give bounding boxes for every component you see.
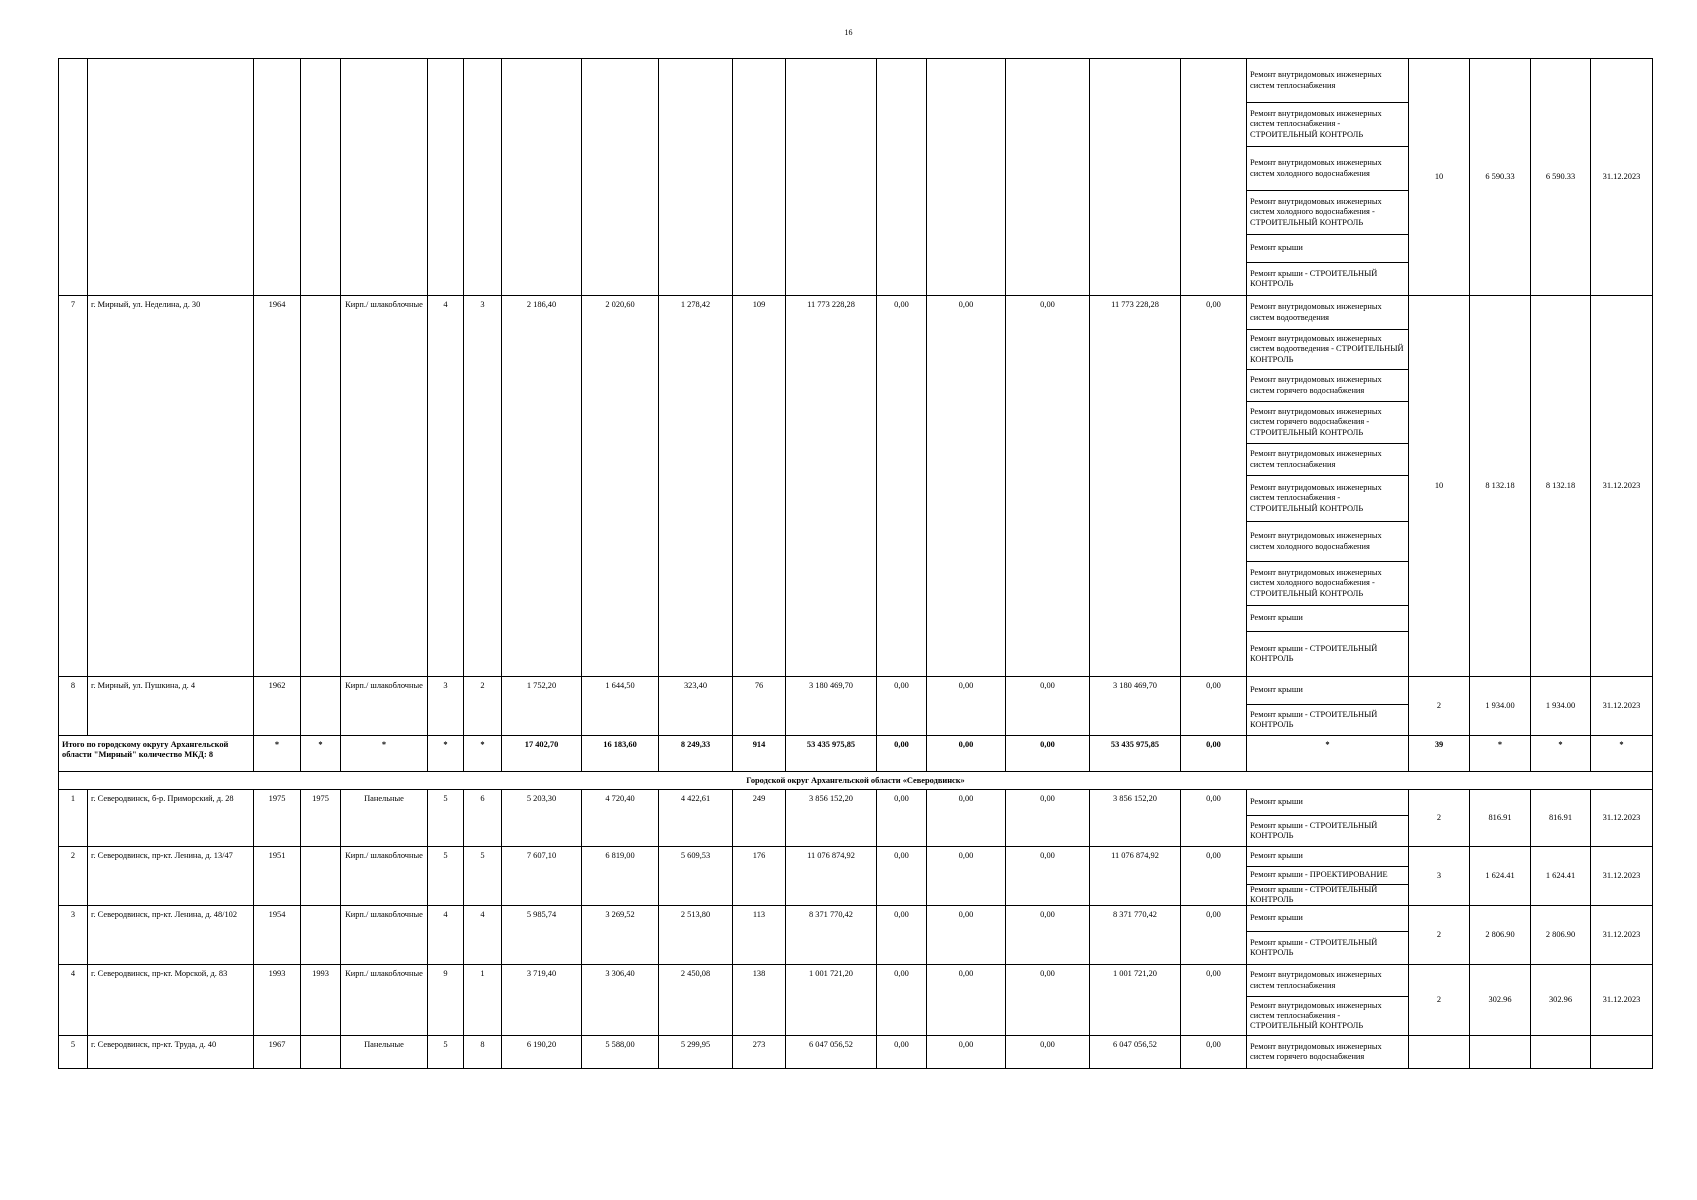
- work-units: 39: [1409, 736, 1470, 772]
- year-built: 1954: [254, 906, 301, 965]
- cost-owners: 11 076 874,92: [1090, 847, 1181, 906]
- cost-budget-municipal: 0,00: [1006, 1036, 1090, 1069]
- work-units: 10: [1409, 59, 1470, 296]
- work-item: Ремонт внутридомовых инженерных систем теплоснабжения: [1247, 59, 1408, 103]
- year-built: *: [254, 736, 301, 772]
- work-item: Ремонт крыши - СТРОИТЕЛЬНЫЙ КОНТРОЛЬ: [1250, 937, 1378, 957]
- floors-count: 5: [428, 1036, 464, 1069]
- cost-fund: 0,00: [877, 906, 927, 965]
- work-item: Ремонт крыши - СТРОИТЕЛЬНЫЙ КОНТРОЛЬ: [1250, 709, 1378, 729]
- work-item: Ремонт внутридомовых инженерных систем водоотведения: [1247, 296, 1408, 330]
- residential-area: 8 249,33: [659, 736, 733, 772]
- deadline: 31.12.2023: [1591, 906, 1653, 965]
- address: г. Мирный, ул. Пушкина, д. 4: [88, 677, 254, 736]
- cost-budget-municipal: 0,00: [1006, 847, 1090, 906]
- cost-other: 0,00: [1181, 1036, 1247, 1069]
- cost-owners: 3 180 469,70: [1090, 677, 1181, 736]
- year-built: 1951: [254, 847, 301, 906]
- floors-count: 4: [428, 296, 464, 677]
- premises-area: 6 819,00: [582, 847, 659, 906]
- max-unit-cost: [1531, 1036, 1591, 1069]
- table-row: [59, 677, 1653, 736]
- unit-cost: 1 934.00: [1470, 677, 1531, 736]
- deadline: [1591, 1036, 1653, 1069]
- works-list: *: [1247, 736, 1409, 772]
- premises-area: 1 644,50: [582, 677, 659, 736]
- premises-area: 4 720,40: [582, 790, 659, 847]
- residential-area: 2 513,80: [659, 906, 733, 965]
- unit-cost: *: [1470, 736, 1531, 772]
- work-item: Ремонт внутридомовых инженерных систем холодного водоснабжения: [1247, 522, 1408, 562]
- cost-other: 0,00: [1181, 906, 1247, 965]
- premises-area: 5 588,00: [582, 1036, 659, 1069]
- deadline: *: [1591, 736, 1653, 772]
- table-row: [59, 1036, 1653, 1069]
- max-unit-cost: 8 132.18: [1531, 296, 1591, 677]
- entrances-count: 4: [464, 906, 502, 965]
- page-number: 16: [844, 28, 853, 37]
- work-item: Ремонт крыши - СТРОИТЕЛЬНЫЙ КОНТРОЛЬ: [1250, 643, 1378, 663]
- cost-budget-municipal: 0,00: [1006, 296, 1090, 677]
- residential-area: 323,40: [659, 677, 733, 736]
- work-item: Ремонт внутридомовых инженерных систем горячего водоснабжения - СТРОИТЕЛЬНЫЙ КОНТРОЛЬ: [1247, 402, 1408, 444]
- year-reconstructed: [301, 906, 341, 965]
- work-item: Ремонт внутридомовых инженерных систем водоотведения - СТРОИТЕЛЬНЫЙ КОНТРОЛЬ: [1247, 330, 1408, 370]
- table-row: [59, 847, 1653, 906]
- cost-budget-subject: 0,00: [927, 965, 1006, 1036]
- table-row: [59, 59, 1653, 296]
- residents-count: [733, 59, 786, 296]
- total-label: Итого по городскому округу Архангельской области "Мирный" количество МКД: 8: [59, 736, 254, 772]
- residential-area: 1 278,42: [659, 296, 733, 677]
- work-item: Ремонт крыши - ПРОЕКТИРОВАНИЕ: [1247, 867, 1408, 885]
- total-area: 7 607,10: [502, 847, 582, 906]
- address: г. Северодвинск, пр-кт. Морской, д. 83: [88, 965, 254, 1036]
- cost-budget-subject: 0,00: [927, 1036, 1006, 1069]
- wall-material: Кирп./ шлакоблочные: [341, 677, 428, 736]
- floors-count: 4: [428, 906, 464, 965]
- work-item: Ремонт внутридомовых инженерных систем теплоснабжения: [1247, 444, 1408, 476]
- entrances-count: 5: [464, 847, 502, 906]
- cost-fund: 0,00: [877, 677, 927, 736]
- year-reconstructed: [301, 59, 341, 296]
- deadline: 31.12.2023: [1591, 296, 1653, 677]
- works-list: [1247, 677, 1409, 736]
- entrances-count: 2: [464, 677, 502, 736]
- residents-count: 273: [733, 1036, 786, 1069]
- cost-fund: [877, 59, 927, 296]
- entrances-count: 8: [464, 1036, 502, 1069]
- floors-count: 3: [428, 677, 464, 736]
- cost-budget-subject: 0,00: [927, 906, 1006, 965]
- address: г. Северодвинск, б-р. Приморский, д. 28: [88, 790, 254, 847]
- year-built: 1967: [254, 1036, 301, 1069]
- work-units: 2: [1409, 965, 1470, 1036]
- cost-budget-municipal: [1006, 59, 1090, 296]
- work-item: Ремонт крыши - СТРОИТЕЛЬНЫЙ КОНТРОЛЬ: [1250, 268, 1378, 288]
- cost-total: [786, 59, 877, 296]
- cost-budget-subject: 0,00: [927, 296, 1006, 677]
- residential-area: 5 609,53: [659, 847, 733, 906]
- year-built: 1962: [254, 677, 301, 736]
- row-number: 2: [59, 847, 88, 906]
- deadline: 31.12.2023: [1591, 847, 1653, 906]
- cost-budget-subject: 0,00: [927, 847, 1006, 906]
- wall-material: Кирп./ шлакоблочные: [341, 965, 428, 1036]
- deadline: 31.12.2023: [1591, 59, 1653, 296]
- total-area: 1 752,20: [502, 677, 582, 736]
- residents-count: 176: [733, 847, 786, 906]
- wall-material: Панельные: [341, 1036, 428, 1069]
- work-units: 3: [1409, 847, 1470, 906]
- cost-owners: 8 371 770,42: [1090, 906, 1181, 965]
- cost-total: 3 180 469,70: [786, 677, 877, 736]
- year-built: [254, 59, 301, 296]
- unit-cost: 1 624.41: [1470, 847, 1531, 906]
- unit-cost: 6 590.33: [1470, 59, 1531, 296]
- work-item: Ремонт крыши: [1247, 677, 1408, 705]
- cost-fund: 0,00: [877, 736, 927, 772]
- cost-budget-subject: [927, 59, 1006, 296]
- work-item: Ремонт крыши: [1247, 847, 1408, 867]
- work-item: Ремонт внутридомовых инженерных систем горячего водоснабжения: [1247, 370, 1408, 402]
- unit-cost: 8 132.18: [1470, 296, 1531, 677]
- cost-owners: 11 773 228,28: [1090, 296, 1181, 677]
- total-area: 5 203,30: [502, 790, 582, 847]
- year-reconstructed: [301, 296, 341, 677]
- cost-owners: 3 856 152,20: [1090, 790, 1181, 847]
- works-list: [1247, 847, 1409, 906]
- year-reconstructed: 1993: [301, 965, 341, 1036]
- work-item: Ремонт крыши - СТРОИТЕЛЬНЫЙ КОНТРОЛЬ: [1250, 884, 1378, 904]
- cost-budget-subject: 0,00: [927, 790, 1006, 847]
- work-units: 2: [1409, 790, 1470, 847]
- premises-area: [582, 59, 659, 296]
- floors-count: 5: [428, 847, 464, 906]
- cost-owners: 1 001 721,20: [1090, 965, 1181, 1036]
- table-row: [59, 965, 1653, 1036]
- year-reconstructed: [301, 677, 341, 736]
- total-area: 2 186,40: [502, 296, 582, 677]
- cost-other: 0,00: [1181, 677, 1247, 736]
- row-number: 5: [59, 1036, 88, 1069]
- entrances-count: [464, 59, 502, 296]
- max-unit-cost: *: [1531, 736, 1591, 772]
- work-item: Ремонт крыши: [1247, 906, 1408, 932]
- cost-budget-municipal: 0,00: [1006, 677, 1090, 736]
- work-units: 10: [1409, 296, 1470, 677]
- cost-other: 0,00: [1181, 296, 1247, 677]
- cost-owners: [1090, 59, 1181, 296]
- residents-count: 914: [733, 736, 786, 772]
- works-list: [1247, 1036, 1409, 1069]
- wall-material: Кирп./ шлакоблочные: [341, 296, 428, 677]
- residents-count: 109: [733, 296, 786, 677]
- cost-other: [1181, 59, 1247, 296]
- table-row: [59, 790, 1653, 847]
- wall-material: [341, 59, 428, 296]
- address: г. Северодвинск, пр-кт. Ленина, д. 13/47: [88, 847, 254, 906]
- row-number: 1: [59, 790, 88, 847]
- cost-owners: 6 047 056,52: [1090, 1036, 1181, 1069]
- cost-owners: 53 435 975,85: [1090, 736, 1181, 772]
- cost-other: 0,00: [1181, 847, 1247, 906]
- cost-fund: 0,00: [877, 965, 927, 1036]
- wall-material: *: [341, 736, 428, 772]
- floors-count: *: [428, 736, 464, 772]
- cost-budget-municipal: 0,00: [1006, 736, 1090, 772]
- residents-count: 249: [733, 790, 786, 847]
- cost-other: 0,00: [1181, 790, 1247, 847]
- residential-area: 4 422,61: [659, 790, 733, 847]
- entrances-count: *: [464, 736, 502, 772]
- table-row: [59, 296, 1653, 677]
- year-reconstructed: *: [301, 736, 341, 772]
- cost-other: 0,00: [1181, 965, 1247, 1036]
- year-reconstructed: 1975: [301, 790, 341, 847]
- deadline: 31.12.2023: [1591, 677, 1653, 736]
- cost-fund: 0,00: [877, 1036, 927, 1069]
- works-list: [1247, 965, 1409, 1036]
- work-item: Ремонт крыши - СТРОИТЕЛЬНЫЙ КОНТРОЛЬ: [1250, 820, 1378, 840]
- entrances-count: 3: [464, 296, 502, 677]
- cost-other: 0,00: [1181, 736, 1247, 772]
- work-item: Ремонт крыши: [1247, 235, 1408, 263]
- section-header-row: [59, 772, 1653, 790]
- section-title: Городской округ Архангельской области «Северодвинск»: [59, 772, 1653, 790]
- work-item: Ремонт внутридомовых инженерных систем теплоснабжения: [1247, 965, 1408, 997]
- premises-area: 3 269,52: [582, 906, 659, 965]
- wall-material: Кирп./ шлакоблочные: [341, 906, 428, 965]
- max-unit-cost: 816.91: [1531, 790, 1591, 847]
- unit-cost: 302.96: [1470, 965, 1531, 1036]
- floors-count: 5: [428, 790, 464, 847]
- deadline: 31.12.2023: [1591, 790, 1653, 847]
- cost-total: 53 435 975,85: [786, 736, 877, 772]
- max-unit-cost: 1 624.41: [1531, 847, 1591, 906]
- row-number: 4: [59, 965, 88, 1036]
- cost-fund: 0,00: [877, 790, 927, 847]
- max-unit-cost: 2 806.90: [1531, 906, 1591, 965]
- total-area: 17 402,70: [502, 736, 582, 772]
- residential-area: 5 299,95: [659, 1036, 733, 1069]
- cost-fund: 0,00: [877, 847, 927, 906]
- work-units: 2: [1409, 906, 1470, 965]
- entrances-count: 1: [464, 965, 502, 1036]
- total-area: 3 719,40: [502, 965, 582, 1036]
- floors-count: [428, 59, 464, 296]
- address: г. Мирный, ул. Неделина, д. 30: [88, 296, 254, 677]
- row-number: 8: [59, 677, 88, 736]
- cost-budget-municipal: 0,00: [1006, 906, 1090, 965]
- work-item: Ремонт внутридомовых инженерных систем теплоснабжения - СТРОИТЕЛЬНЫЙ КОНТРОЛЬ: [1247, 103, 1408, 147]
- cost-budget-municipal: 0,00: [1006, 965, 1090, 1036]
- table-row: [59, 906, 1653, 965]
- address: г. Северодвинск, пр-кт. Труда, д. 40: [88, 1036, 254, 1069]
- total-area: 5 985,74: [502, 906, 582, 965]
- max-unit-cost: 1 934.00: [1531, 677, 1591, 736]
- unit-cost: 816.91: [1470, 790, 1531, 847]
- premises-area: 3 306,40: [582, 965, 659, 1036]
- work-item: Ремонт внутридомовых инженерных систем теплоснабжения - СТРОИТЕЛЬНЫЙ КОНТРОЛЬ: [1247, 476, 1408, 522]
- floors-count: 9: [428, 965, 464, 1036]
- work-item: Ремонт внутридомовых инженерных систем холодного водоснабжения - СТРОИТЕЛЬНЫЙ КОНТРОЛЬ: [1247, 562, 1408, 606]
- total-area: 6 190,20: [502, 1036, 582, 1069]
- year-reconstructed: [301, 1036, 341, 1069]
- work-item: Ремонт крыши: [1247, 606, 1408, 632]
- work-units: 2: [1409, 677, 1470, 736]
- work-item: Ремонт внутридомовых инженерных систем холодного водоснабжения - СТРОИТЕЛЬНЫЙ КОНТРОЛЬ: [1247, 191, 1408, 235]
- unit-cost: [1470, 1036, 1531, 1069]
- cost-total: 1 001 721,20: [786, 965, 877, 1036]
- total-row: [59, 736, 1653, 772]
- year-built: 1993: [254, 965, 301, 1036]
- residents-count: 113: [733, 906, 786, 965]
- max-unit-cost: 302.96: [1531, 965, 1591, 1036]
- work-units: [1409, 1036, 1470, 1069]
- wall-material: Панельные: [341, 790, 428, 847]
- address: г. Северодвинск, пр-кт. Ленина, д. 48/102: [88, 906, 254, 965]
- wall-material: Кирп./ шлакоблочные: [341, 847, 428, 906]
- residential-area: 2 450,08: [659, 965, 733, 1036]
- row-number: 7: [59, 296, 88, 677]
- cost-budget-municipal: 0,00: [1006, 790, 1090, 847]
- unit-cost: 2 806.90: [1470, 906, 1531, 965]
- total-area: [502, 59, 582, 296]
- premises-area: 2 020,60: [582, 296, 659, 677]
- year-reconstructed: [301, 847, 341, 906]
- work-item: Ремонт крыши: [1247, 790, 1408, 816]
- work-item: Ремонт внутридомовых инженерных систем теплоснабжения - СТРОИТЕЛЬНЫЙ КОНТРОЛЬ: [1250, 1000, 1382, 1031]
- residential-area: [659, 59, 733, 296]
- address: [88, 59, 254, 296]
- cost-budget-subject: 0,00: [927, 677, 1006, 736]
- entrances-count: 6: [464, 790, 502, 847]
- cost-budget-subject: 0,00: [927, 736, 1006, 772]
- row-number: 3: [59, 906, 88, 965]
- capital-repair-table: [58, 58, 1653, 1069]
- row-number: [59, 59, 88, 296]
- work-item: Ремонт внутридомовых инженерных систем холодного водоснабжения: [1247, 147, 1408, 191]
- year-built: 1975: [254, 790, 301, 847]
- work-item: Ремонт внутридомовых инженерных систем горячего водоснабжения: [1250, 1041, 1382, 1061]
- cost-total: 3 856 152,20: [786, 790, 877, 847]
- residents-count: 76: [733, 677, 786, 736]
- works-list: [1247, 59, 1409, 296]
- deadline: 31.12.2023: [1591, 965, 1653, 1036]
- works-list: [1247, 296, 1409, 677]
- cost-total: 6 047 056,52: [786, 1036, 877, 1069]
- premises-area: 16 183,60: [582, 736, 659, 772]
- year-built: 1964: [254, 296, 301, 677]
- works-list: [1247, 906, 1409, 965]
- cost-total: 11 076 874,92: [786, 847, 877, 906]
- works-list: [1247, 790, 1409, 847]
- residents-count: 138: [733, 965, 786, 1036]
- max-unit-cost: 6 590.33: [1531, 59, 1591, 296]
- cost-total: 11 773 228,28: [786, 296, 877, 677]
- cost-fund: 0,00: [877, 296, 927, 677]
- cost-total: 8 371 770,42: [786, 906, 877, 965]
